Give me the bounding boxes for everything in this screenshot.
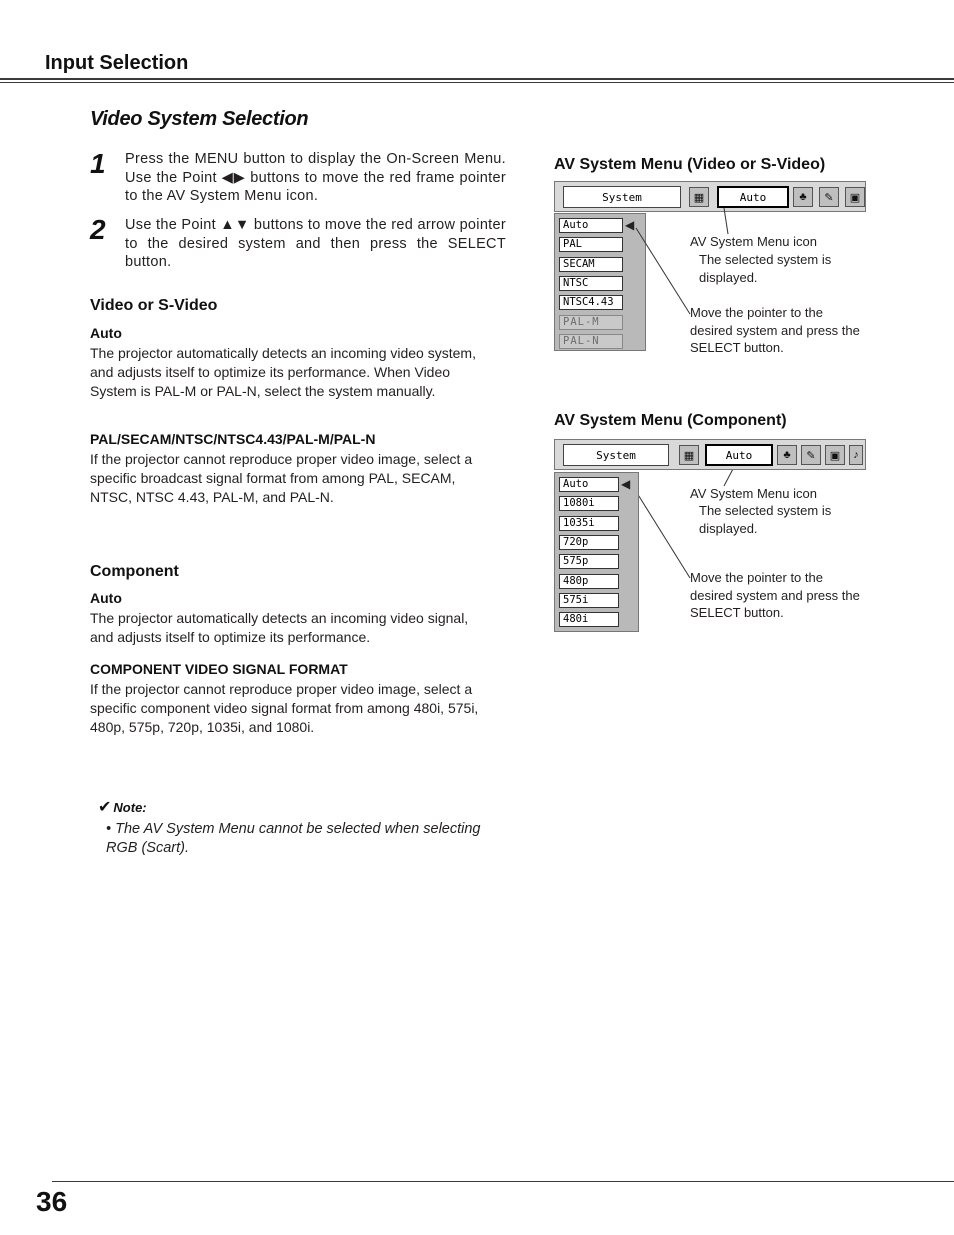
av-system-menu-icon[interactable]: ▦ — [689, 187, 709, 207]
video-auto-text: The projector automatically detects an incoming video system, and adjusts itself to optimize its performance. When Video System is PAL-M or PAL-N, select the system manually. — [90, 345, 476, 399]
menu-video-system-field[interactable]: System — [563, 186, 681, 208]
page-number: 36 — [36, 1186, 68, 1217]
menu-video-item-pal[interactable]: PAL — [559, 237, 623, 252]
video-formats-text: If the projector cannot reproduce proper video image, select a specific broadcast signal format from among PAL, SECAM, NTSC, NTSC 4.43, PAL-M, and PAL-N. — [90, 451, 473, 505]
image-adjust-icon[interactable]: ✎ — [819, 187, 839, 207]
menu-component-item-575p[interactable]: 575p — [559, 554, 619, 569]
page-subtitle: Video System Selection — [90, 108, 309, 130]
menu-component-title: AV System Menu (Component) — [554, 412, 787, 429]
note-text: • The AV System Menu cannot be selected when selecting RGB (Scart). — [106, 821, 481, 856]
menu-video-item-auto[interactable]: Auto — [559, 218, 623, 233]
component-format-heading: COMPONENT VIDEO SIGNAL FORMAT — [90, 661, 348, 677]
component-auto-text: The projector automatically detects an incoming video signal, and adjusts itself to optimize its performance. — [90, 610, 469, 645]
menu-component-item-480i[interactable]: 480i — [559, 612, 619, 627]
menu-video-callout-pointer: Move the pointer to the desired system and press the SELECT button. — [690, 305, 860, 355]
step-2-number: 2 — [90, 214, 106, 245]
image-adjust-icon-component[interactable]: ✎ — [801, 445, 821, 465]
color-dots-icon-component[interactable]: ♣ — [777, 445, 797, 465]
menu-video-title: AV System Menu (Video or S-Video) — [554, 156, 826, 173]
video-auto-heading: Auto — [90, 325, 122, 341]
av-system-menu-icon-component[interactable]: ▦ — [679, 445, 699, 465]
component-heading: Component — [90, 563, 179, 580]
menu-component-selected-system[interactable]: Auto — [705, 444, 773, 466]
pointer-arrow-icon-component: ◀ — [621, 477, 631, 491]
menu-video-callout-selected: The selected system is displayed. — [699, 252, 832, 285]
checkmark-icon: ✔ — [98, 799, 112, 816]
menu-video-selected-system[interactable]: Auto — [717, 186, 789, 208]
menu-component-item-auto[interactable]: Auto — [559, 477, 619, 492]
menu-component-topbar — [554, 439, 866, 470]
video-formats-heading: PAL/SECAM/NTSC/NTSC4.43/PAL-M/PAL-N — [90, 431, 376, 447]
menu-component-item-575i[interactable]: 575i — [559, 593, 619, 608]
screen-icon-component[interactable]: ▣ — [825, 445, 845, 465]
menu-video-item-pal-m[interactable]: PAL-M — [559, 315, 623, 330]
menu-video-item-secam[interactable]: SECAM — [559, 257, 623, 272]
menu-component-item-1080i[interactable]: 1080i — [559, 496, 619, 511]
menu-component-item-720p[interactable]: 720p — [559, 535, 619, 550]
menu-video-item-pal-n[interactable]: PAL-N — [559, 334, 623, 349]
step-1-number: 1 — [90, 148, 106, 179]
pointer-arrow-icon: ◀ — [625, 218, 635, 232]
step-2-text: Use the Point ▲▼ buttons to move the red arrow pointer to the desired system and then press the SELECT button. — [125, 217, 507, 270]
footer-rule — [52, 1181, 954, 1182]
menu-video-callout-icon: AV System Menu icon — [690, 234, 817, 249]
screen-icon[interactable]: ▣ — [845, 187, 865, 207]
note-label-text: Note: — [113, 800, 147, 815]
menu-video-item-ntsc443[interactable]: NTSC4.43 — [559, 295, 623, 310]
sound-icon-component[interactable]: ♪ — [849, 445, 863, 465]
menu-component-system-field[interactable]: System — [563, 444, 669, 466]
component-format-text: If the projector cannot reproduce proper video image, select a specific component video signal format from among 480i, 575i, 480p, 575p, 720p, 1035i, and 1080i. — [90, 681, 479, 735]
menu-component-list — [554, 472, 639, 632]
color-dots-icon[interactable]: ♣ — [793, 187, 813, 207]
menu-component-callout-pointer: Move the pointer to the desired system and press the SELECT button. — [690, 570, 860, 620]
video-heading: Video or S-Video — [90, 297, 218, 314]
menu-component-item-480p[interactable]: 480p — [559, 574, 619, 589]
menu-component-callout-selected: The selected system is displayed. — [699, 503, 832, 536]
step-1-text: Press the MENU button to display the On-Screen Menu. Use the Point ◀▶ buttons to move the red frame pointer to the AV System Menu icon. — [125, 151, 506, 204]
component-auto-heading: Auto — [90, 590, 122, 606]
menu-component-item-1035i[interactable]: 1035i — [559, 516, 619, 531]
menu-video-item-ntsc[interactable]: NTSC — [559, 276, 623, 291]
menu-component-callout-icon: AV System Menu icon — [690, 486, 817, 501]
section-title: Input Selection — [45, 52, 189, 74]
